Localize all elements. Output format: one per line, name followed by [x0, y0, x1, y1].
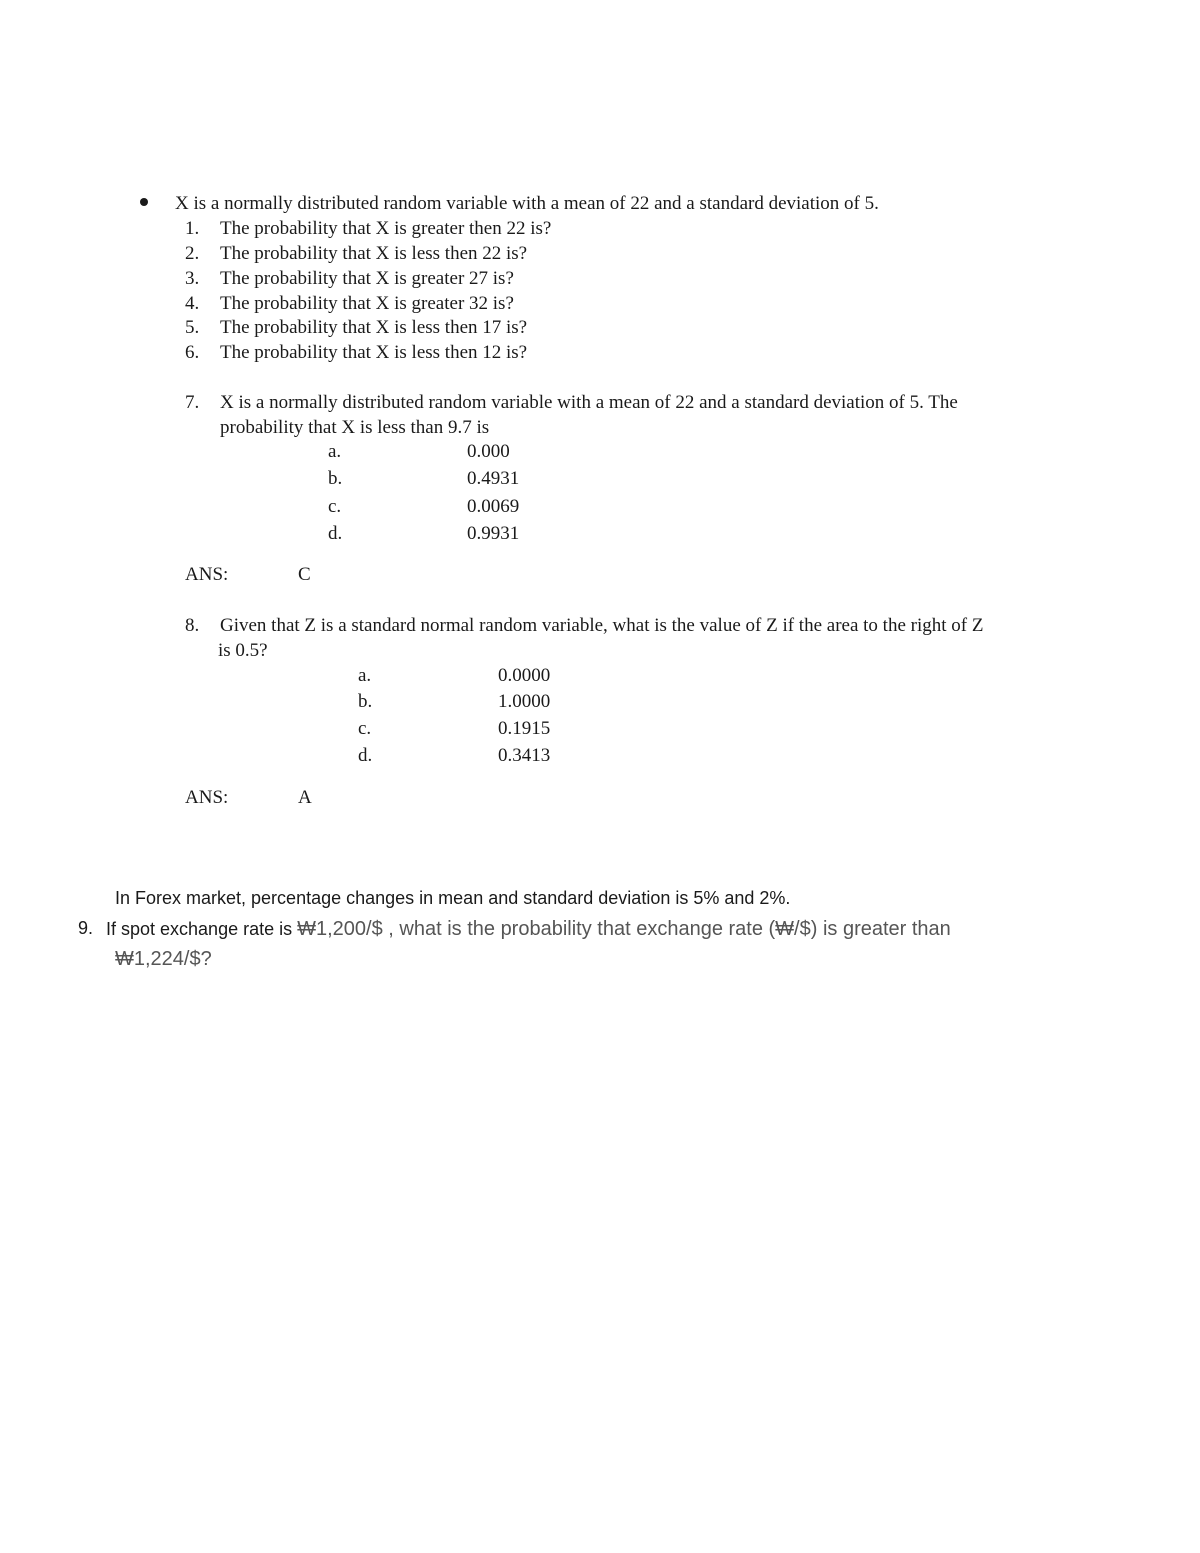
question-text-continued: probability that X is less than 9.7 is	[220, 417, 490, 438]
answer-value: A	[298, 787, 312, 808]
list-number: 2.	[185, 243, 200, 264]
option-value: 0.0069	[467, 496, 520, 517]
option-letter: b.	[358, 691, 373, 712]
list-item: The probability that X is less then 12 is?	[220, 342, 528, 363]
option-value: 0.3413	[498, 745, 551, 766]
option-value: 1.0000	[498, 691, 551, 712]
option-letter: b.	[328, 468, 343, 489]
question-text: Given that Z is a standard normal random variable, what is the value of Z if the area to the right of Z	[220, 615, 984, 636]
question-text-continued: is 0.5?	[218, 640, 268, 661]
question-number: 8.	[185, 615, 200, 636]
question-text	[106, 919, 951, 939]
bullet-intro: X is a normally distributed random variable with a mean of 22 and a standard deviation of 5.	[175, 193, 879, 214]
option-letter: c.	[358, 718, 372, 739]
answer-label: ANS:	[185, 564, 229, 585]
option-letter: a.	[328, 441, 342, 462]
list-number: 4.	[185, 293, 200, 314]
option-letter: d.	[358, 745, 373, 766]
question-lead: If spot exchange rate is	[106, 919, 293, 939]
option-value: 0.9931	[467, 523, 520, 544]
question-rest: ₩1,200/$ , what is the probability that exchange rate (₩/$) is greater than	[297, 918, 951, 940]
list-item: The probability that X is greater then 22 is?	[220, 218, 552, 239]
bullet-marker	[140, 198, 148, 206]
question-number: 7.	[185, 392, 200, 413]
option-letter: a.	[358, 665, 372, 686]
list-item: The probability that X is greater 27 is?	[220, 268, 514, 289]
list-item: The probability that X is less then 22 is?	[220, 243, 528, 264]
list-number: 3.	[185, 268, 200, 289]
question-text-continued: ₩1,224/$?	[115, 948, 212, 970]
answer-value: C	[298, 564, 311, 585]
option-value: 0.0000	[498, 665, 551, 686]
list-number: 6.	[185, 342, 200, 363]
option-value: 0.1915	[498, 718, 551, 739]
forex-intro: In Forex market, percentage changes in mean and standard deviation is 5% and 2%.	[115, 888, 791, 908]
answer-label: ANS:	[185, 787, 229, 808]
option-letter: c.	[328, 496, 342, 517]
list-item: The probability that X is less then 17 is?	[220, 317, 528, 338]
list-number: 5.	[185, 317, 200, 338]
option-value: 0.000	[467, 441, 510, 462]
question-text: X is a normally distributed random variable with a mean of 22 and a standard deviation of 5. The	[220, 392, 958, 413]
option-letter: d.	[328, 523, 343, 544]
list-number: 1.	[185, 218, 200, 239]
list-item: The probability that X is greater 32 is?	[220, 293, 514, 314]
question-number: 9.	[78, 918, 94, 938]
option-value: 0.4931	[467, 468, 520, 489]
